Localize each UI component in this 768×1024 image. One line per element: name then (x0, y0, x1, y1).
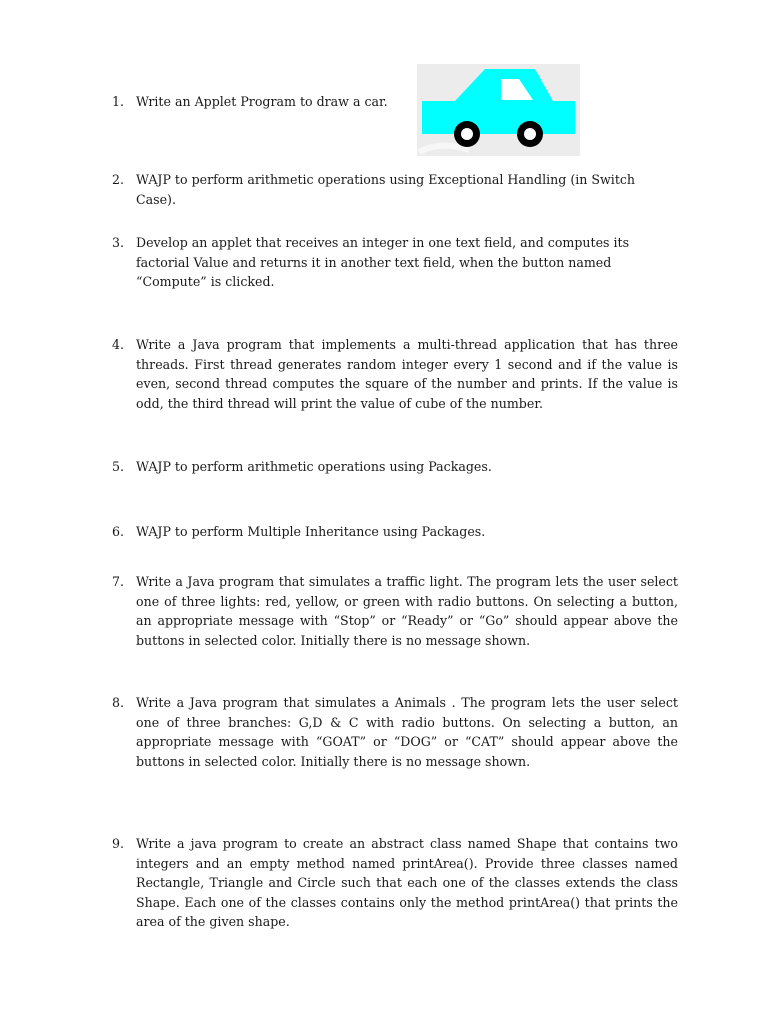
item-number: 1. (112, 94, 125, 109)
item-number: 9. (112, 836, 125, 851)
item-text: Write a Java program that simulates a traffic light. The program lets the user select one of three lights: red, yellow, or green with radio buttons. On selecting a button, an appropriate message with “Stop” or “Ready” or “Go” should appear above the buttons in selected color. Initially there is no message shown. (136, 574, 678, 648)
list-item-2 (112, 170, 678, 209)
list-item-9 (112, 834, 678, 932)
item-number: 5. (112, 459, 125, 474)
item-number: 4. (112, 337, 125, 352)
item-text: Develop an applet that receives an integer in one text field, and computes its factorial Value and returns it in another text field, when the button named “Compute” is clicked. (136, 235, 630, 289)
item-number: 7. (112, 574, 125, 589)
item-text: Write an Applet Program to draw a car. (136, 94, 388, 109)
item-text: Write a Java program that simulates a Animals . The program lets the user select one of three branches: G,D & C with radio buttons. On selecting a button, an appropriate message with “GOAT” or “DOG” or “CAT” should appear above the buttons in selected color. Initially there is no message shown. (136, 695, 678, 769)
list-item-8 (112, 693, 678, 771)
list-item-1 (112, 92, 678, 112)
list-item-3 (112, 233, 678, 292)
list-item-4 (112, 335, 678, 413)
item-number: 6. (112, 524, 125, 539)
car-body-lower (422, 101, 575, 134)
item-text: WAJP to perform arithmetic operations using Packages. (136, 459, 492, 474)
list-item-5 (112, 457, 678, 477)
item-number: 3. (112, 235, 125, 250)
list-item-6 (112, 522, 678, 542)
item-text: Write a Java program that implements a multi-thread application that has three threads. First thread generates random integer every 1 second and if the value is even, second thread computes the square of the number and prints. If the value is odd, the third thread will print the value of cube of the number. (136, 337, 678, 411)
item-number: 2. (112, 172, 125, 187)
car-illustration (417, 64, 580, 156)
item-text: WAJP to perform Multiple Inheritance using Packages. (136, 524, 486, 539)
item-text: Write a java program to create an abstract class named Shape that contains two integers and an empty method named printArea(). Provide three classes named Rectangle, Triangle and Circle such that each one of the classes extends the class Shape. Each one of the classes contains only the method printArea() that prints the area of the given shape. (136, 836, 678, 929)
item-text: WAJP to perform arithmetic operations using Exceptional Handling (in Switch Case). (136, 172, 636, 207)
item-number: 8. (112, 695, 125, 710)
list-item-7 (112, 572, 678, 650)
